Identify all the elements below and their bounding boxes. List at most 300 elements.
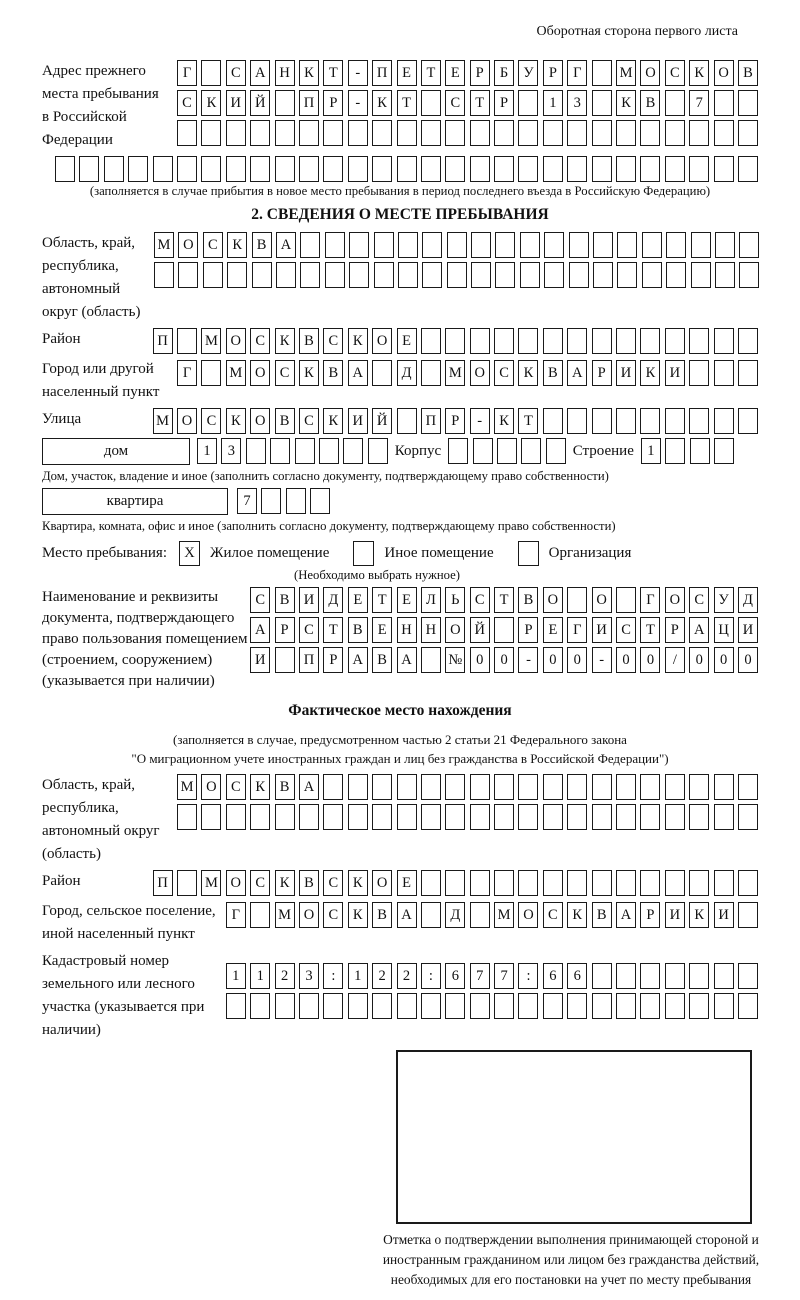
char-cell[interactable]	[445, 870, 465, 896]
char-cell[interactable]: И	[714, 902, 734, 928]
char-cell[interactable]	[689, 870, 709, 896]
char-cell[interactable]	[421, 774, 441, 800]
char-cell[interactable]: П	[299, 90, 319, 116]
char-cell[interactable]: -	[518, 647, 538, 673]
char-cell[interactable]: И	[665, 902, 685, 928]
char-cell[interactable]: И	[616, 360, 636, 386]
char-cell[interactable]: Ц	[714, 617, 734, 643]
char-cell[interactable]: К	[567, 902, 587, 928]
char-cell[interactable]	[689, 408, 709, 434]
char-cell[interactable]	[543, 156, 563, 182]
char-cell[interactable]	[397, 774, 417, 800]
char-cell[interactable]	[128, 156, 148, 182]
char-cell[interactable]: К	[348, 328, 368, 354]
char-cell[interactable]	[470, 804, 490, 830]
char-cell[interactable]: И	[226, 90, 246, 116]
char-cell[interactable]	[343, 438, 363, 464]
char-cell[interactable]	[447, 232, 467, 258]
char-cell[interactable]: С	[275, 360, 295, 386]
char-cell[interactable]: О	[665, 587, 685, 613]
char-cell[interactable]	[421, 902, 441, 928]
char-cell[interactable]: Г	[567, 60, 587, 86]
char-cell[interactable]	[421, 647, 441, 673]
char-cell[interactable]: 1	[641, 438, 661, 464]
char-cell[interactable]: Г	[177, 60, 197, 86]
char-cell[interactable]: Р	[640, 902, 660, 928]
char-cell[interactable]: 0	[689, 647, 709, 673]
char-cell[interactable]: В	[518, 587, 538, 613]
char-cell[interactable]: К	[348, 870, 368, 896]
char-cell[interactable]: Е	[348, 587, 368, 613]
char-cell[interactable]	[372, 804, 392, 830]
char-cell[interactable]	[738, 870, 758, 896]
char-cell[interactable]: У	[714, 587, 734, 613]
char-cell[interactable]: Р	[445, 408, 465, 434]
char-cell[interactable]: Н	[397, 617, 417, 643]
char-cell[interactable]	[617, 262, 637, 288]
char-cell[interactable]	[592, 408, 612, 434]
char-cell[interactable]: А	[299, 774, 319, 800]
char-cell[interactable]: А	[397, 902, 417, 928]
char-cell[interactable]	[689, 360, 709, 386]
char-cell[interactable]: С	[494, 360, 514, 386]
char-cell[interactable]	[665, 438, 685, 464]
char-cell[interactable]: П	[299, 647, 319, 673]
char-cell[interactable]: М	[154, 232, 174, 258]
char-cell[interactable]: Д	[445, 902, 465, 928]
char-cell[interactable]: №	[445, 647, 465, 673]
char-cell[interactable]: Д	[397, 360, 417, 386]
char-cell[interactable]	[544, 262, 564, 288]
char-cell[interactable]: К	[689, 60, 709, 86]
char-cell[interactable]	[177, 328, 197, 354]
char-cell[interactable]	[261, 488, 281, 514]
char-cell[interactable]	[348, 804, 368, 830]
char-cell[interactable]: К	[227, 232, 247, 258]
char-cell[interactable]: К	[299, 360, 319, 386]
char-cell[interactable]: :	[518, 963, 538, 989]
char-cell[interactable]	[397, 120, 417, 146]
char-cell[interactable]	[422, 262, 442, 288]
char-cell[interactable]: В	[372, 902, 392, 928]
char-cell[interactable]	[518, 328, 538, 354]
char-cell[interactable]: Р	[323, 647, 343, 673]
char-cell[interactable]	[372, 993, 392, 1019]
char-cell[interactable]: Т	[421, 60, 441, 86]
char-cell[interactable]	[471, 262, 491, 288]
char-cell[interactable]	[250, 993, 270, 1019]
char-cell[interactable]	[177, 870, 197, 896]
char-cell[interactable]	[689, 156, 709, 182]
char-cell[interactable]	[226, 156, 246, 182]
char-cell[interactable]	[201, 120, 221, 146]
char-cell[interactable]: М	[201, 328, 221, 354]
char-cell[interactable]	[323, 993, 343, 1019]
char-cell[interactable]	[616, 408, 636, 434]
char-cell[interactable]	[567, 156, 587, 182]
char-cell[interactable]: В	[275, 774, 295, 800]
char-cell[interactable]: Е	[397, 587, 417, 613]
char-cell[interactable]: 3	[221, 438, 241, 464]
char-cell[interactable]	[640, 963, 660, 989]
char-cell[interactable]: М	[616, 60, 636, 86]
checkbox-organizatsiya[interactable]	[518, 541, 539, 566]
char-cell[interactable]: О	[714, 60, 734, 86]
char-cell[interactable]	[397, 156, 417, 182]
char-cell[interactable]: 0	[738, 647, 758, 673]
char-cell[interactable]	[325, 262, 345, 288]
char-cell[interactable]	[593, 262, 613, 288]
char-cell[interactable]	[518, 993, 538, 1019]
char-cell[interactable]	[323, 156, 343, 182]
char-cell[interactable]: 1	[226, 963, 246, 989]
char-cell[interactable]	[714, 156, 734, 182]
char-cell[interactable]: К	[201, 90, 221, 116]
char-cell[interactable]: 7	[470, 963, 490, 989]
char-cell[interactable]	[372, 156, 392, 182]
char-cell[interactable]	[348, 993, 368, 1019]
char-cell[interactable]	[592, 804, 612, 830]
char-cell[interactable]: /	[665, 647, 685, 673]
char-cell[interactable]	[473, 438, 493, 464]
char-cell[interactable]: В	[372, 647, 392, 673]
char-cell[interactable]	[738, 156, 758, 182]
char-cell[interactable]: К	[640, 360, 660, 386]
char-cell[interactable]: 0	[543, 647, 563, 673]
char-cell[interactable]: М	[226, 360, 246, 386]
char-cell[interactable]	[616, 120, 636, 146]
char-cell[interactable]	[299, 993, 319, 1019]
char-cell[interactable]: О	[518, 902, 538, 928]
char-cell[interactable]	[592, 60, 612, 86]
char-cell[interactable]	[445, 156, 465, 182]
char-cell[interactable]	[470, 774, 490, 800]
char-cell[interactable]	[445, 120, 465, 146]
char-cell[interactable]	[252, 262, 272, 288]
char-cell[interactable]	[617, 232, 637, 258]
char-cell[interactable]	[640, 156, 660, 182]
char-cell[interactable]: К	[275, 328, 295, 354]
char-cell[interactable]	[714, 90, 734, 116]
char-cell[interactable]	[325, 232, 345, 258]
char-cell[interactable]	[689, 774, 709, 800]
char-cell[interactable]: К	[518, 360, 538, 386]
char-cell[interactable]	[640, 328, 660, 354]
char-cell[interactable]: М	[153, 408, 173, 434]
char-cell[interactable]	[567, 120, 587, 146]
char-cell[interactable]	[593, 232, 613, 258]
char-cell[interactable]: П	[372, 60, 392, 86]
char-cell[interactable]	[398, 262, 418, 288]
char-cell[interactable]: И	[738, 617, 758, 643]
char-cell[interactable]	[567, 328, 587, 354]
char-cell[interactable]: О	[178, 232, 198, 258]
char-cell[interactable]	[616, 328, 636, 354]
char-cell[interactable]	[642, 262, 662, 288]
char-cell[interactable]: Т	[397, 90, 417, 116]
char-cell[interactable]: А	[567, 360, 587, 386]
char-cell[interactable]	[470, 120, 490, 146]
char-cell[interactable]: Е	[372, 617, 392, 643]
char-cell[interactable]	[494, 328, 514, 354]
char-cell[interactable]	[495, 262, 515, 288]
char-cell[interactable]: М	[275, 902, 295, 928]
char-cell[interactable]	[567, 587, 587, 613]
char-cell[interactable]: 0	[567, 647, 587, 673]
char-cell[interactable]	[374, 262, 394, 288]
char-cell[interactable]	[642, 232, 662, 258]
char-cell[interactable]: Р	[470, 60, 490, 86]
kvartira-box[interactable]: квартира	[42, 488, 228, 515]
char-cell[interactable]: Е	[397, 870, 417, 896]
char-cell[interactable]	[421, 870, 441, 896]
char-cell[interactable]	[421, 804, 441, 830]
char-cell[interactable]: 1	[348, 963, 368, 989]
char-cell[interactable]: 0	[714, 647, 734, 673]
char-cell[interactable]	[421, 360, 441, 386]
char-cell[interactable]: С	[250, 870, 270, 896]
char-cell[interactable]: В	[275, 587, 295, 613]
char-cell[interactable]: С	[323, 902, 343, 928]
char-cell[interactable]: А	[250, 60, 270, 86]
char-cell[interactable]: Г	[226, 902, 246, 928]
char-cell[interactable]: К	[616, 90, 636, 116]
char-cell[interactable]: Г	[567, 617, 587, 643]
char-cell[interactable]: В	[640, 90, 660, 116]
char-cell[interactable]	[592, 120, 612, 146]
char-cell[interactable]: Е	[397, 60, 417, 86]
char-cell[interactable]: 7	[237, 488, 257, 514]
char-cell[interactable]	[616, 963, 636, 989]
char-cell[interactable]	[543, 120, 563, 146]
char-cell[interactable]: С	[299, 617, 319, 643]
char-cell[interactable]: Р	[665, 617, 685, 643]
char-cell[interactable]	[275, 90, 295, 116]
char-cell[interactable]	[738, 90, 758, 116]
char-cell[interactable]	[521, 438, 541, 464]
char-cell[interactable]: 3	[567, 90, 587, 116]
char-cell[interactable]	[616, 156, 636, 182]
char-cell[interactable]	[738, 804, 758, 830]
char-cell[interactable]: О	[299, 902, 319, 928]
char-cell[interactable]	[714, 328, 734, 354]
char-cell[interactable]	[494, 804, 514, 830]
char-cell[interactable]	[323, 804, 343, 830]
char-cell[interactable]	[421, 90, 441, 116]
char-cell[interactable]: Р	[592, 360, 612, 386]
char-cell[interactable]: И	[592, 617, 612, 643]
char-cell[interactable]: 6	[543, 963, 563, 989]
char-cell[interactable]	[448, 438, 468, 464]
char-cell[interactable]	[738, 963, 758, 989]
char-cell[interactable]	[665, 963, 685, 989]
char-cell[interactable]: 2	[372, 963, 392, 989]
char-cell[interactable]	[738, 993, 758, 1019]
char-cell[interactable]: О	[250, 408, 270, 434]
char-cell[interactable]: С	[299, 408, 319, 434]
char-cell[interactable]: Т	[494, 587, 514, 613]
char-cell[interactable]: И	[665, 360, 685, 386]
char-cell[interactable]: К	[250, 774, 270, 800]
char-cell[interactable]	[471, 232, 491, 258]
char-cell[interactable]	[55, 156, 75, 182]
char-cell[interactable]	[543, 408, 563, 434]
char-cell[interactable]: Е	[543, 617, 563, 643]
char-cell[interactable]	[226, 993, 246, 1019]
char-cell[interactable]: 0	[616, 647, 636, 673]
char-cell[interactable]	[543, 870, 563, 896]
char-cell[interactable]	[520, 232, 540, 258]
char-cell[interactable]	[689, 328, 709, 354]
char-cell[interactable]	[666, 262, 686, 288]
char-cell[interactable]	[286, 488, 306, 514]
char-cell[interactable]: 0	[494, 647, 514, 673]
char-cell[interactable]	[640, 993, 660, 1019]
char-cell[interactable]: К	[299, 60, 319, 86]
char-cell[interactable]: П	[153, 328, 173, 354]
char-cell[interactable]: К	[348, 902, 368, 928]
char-cell[interactable]: В	[275, 408, 295, 434]
char-cell[interactable]: К	[226, 408, 246, 434]
char-cell[interactable]	[372, 360, 392, 386]
char-cell[interactable]: Б	[494, 60, 514, 86]
char-cell[interactable]	[689, 993, 709, 1019]
char-cell[interactable]	[494, 120, 514, 146]
char-cell[interactable]	[250, 902, 270, 928]
char-cell[interactable]	[569, 262, 589, 288]
char-cell[interactable]	[470, 870, 490, 896]
char-cell[interactable]: О	[470, 360, 490, 386]
char-cell[interactable]	[470, 993, 490, 1019]
char-cell[interactable]	[592, 90, 612, 116]
char-cell[interactable]	[691, 232, 711, 258]
char-cell[interactable]	[445, 993, 465, 1019]
char-cell[interactable]	[177, 804, 197, 830]
char-cell[interactable]	[348, 156, 368, 182]
char-cell[interactable]: 3	[299, 963, 319, 989]
char-cell[interactable]	[714, 870, 734, 896]
char-cell[interactable]: Т	[518, 408, 538, 434]
char-cell[interactable]	[616, 804, 636, 830]
char-cell[interactable]: С	[201, 408, 221, 434]
char-cell[interactable]	[372, 120, 392, 146]
char-cell[interactable]	[275, 993, 295, 1019]
char-cell[interactable]: 7	[689, 90, 709, 116]
char-cell[interactable]: С	[470, 587, 490, 613]
char-cell[interactable]	[447, 262, 467, 288]
char-cell[interactable]: 0	[640, 647, 660, 673]
char-cell[interactable]: М	[445, 360, 465, 386]
char-cell[interactable]	[246, 438, 266, 464]
char-cell[interactable]: :	[323, 963, 343, 989]
char-cell[interactable]: С	[616, 617, 636, 643]
char-cell[interactable]: Й	[470, 617, 490, 643]
char-cell[interactable]	[592, 870, 612, 896]
char-cell[interactable]	[518, 870, 538, 896]
char-cell[interactable]: Т	[470, 90, 490, 116]
char-cell[interactable]: Р	[494, 90, 514, 116]
char-cell[interactable]	[470, 902, 490, 928]
char-cell[interactable]: 6	[567, 963, 587, 989]
char-cell[interactable]	[494, 774, 514, 800]
char-cell[interactable]: О	[250, 360, 270, 386]
char-cell[interactable]	[349, 262, 369, 288]
char-cell[interactable]	[421, 328, 441, 354]
char-cell[interactable]: С	[226, 774, 246, 800]
char-cell[interactable]: Р	[518, 617, 538, 643]
char-cell[interactable]	[665, 408, 685, 434]
char-cell[interactable]	[738, 774, 758, 800]
checkbox-inoe[interactable]	[353, 541, 374, 566]
char-cell[interactable]	[567, 993, 587, 1019]
char-cell[interactable]: 6	[445, 963, 465, 989]
char-cell[interactable]: -	[470, 408, 490, 434]
char-cell[interactable]	[689, 963, 709, 989]
char-cell[interactable]: Н	[421, 617, 441, 643]
char-cell[interactable]: В	[299, 328, 319, 354]
char-cell[interactable]: И	[250, 647, 270, 673]
char-cell[interactable]: Р	[323, 90, 343, 116]
char-cell[interactable]	[544, 232, 564, 258]
char-cell[interactable]	[691, 262, 711, 288]
char-cell[interactable]	[250, 156, 270, 182]
char-cell[interactable]: Д	[738, 587, 758, 613]
char-cell[interactable]	[714, 963, 734, 989]
char-cell[interactable]	[79, 156, 99, 182]
char-cell[interactable]	[543, 774, 563, 800]
char-cell[interactable]: :	[421, 963, 441, 989]
char-cell[interactable]: О	[226, 328, 246, 354]
char-cell[interactable]	[494, 870, 514, 896]
char-cell[interactable]	[592, 963, 612, 989]
char-cell[interactable]: У	[518, 60, 538, 86]
char-cell[interactable]	[543, 804, 563, 830]
char-cell[interactable]: С	[250, 328, 270, 354]
char-cell[interactable]: Т	[372, 587, 392, 613]
char-cell[interactable]: Е	[397, 328, 417, 354]
char-cell[interactable]	[178, 262, 198, 288]
char-cell[interactable]	[226, 804, 246, 830]
char-cell[interactable]: О	[226, 870, 246, 896]
char-cell[interactable]	[275, 120, 295, 146]
char-cell[interactable]: К	[275, 870, 295, 896]
char-cell[interactable]: Ь	[445, 587, 465, 613]
char-cell[interactable]: К	[372, 90, 392, 116]
char-cell[interactable]	[398, 232, 418, 258]
char-cell[interactable]	[714, 804, 734, 830]
char-cell[interactable]	[569, 232, 589, 258]
char-cell[interactable]	[203, 262, 223, 288]
char-cell[interactable]: -	[348, 90, 368, 116]
char-cell[interactable]: А	[689, 617, 709, 643]
char-cell[interactable]	[397, 804, 417, 830]
char-cell[interactable]	[592, 774, 612, 800]
char-cell[interactable]	[348, 774, 368, 800]
char-cell[interactable]: С	[226, 60, 246, 86]
char-cell[interactable]	[495, 232, 515, 258]
char-cell[interactable]	[567, 774, 587, 800]
char-cell[interactable]	[592, 993, 612, 1019]
char-cell[interactable]: 2	[275, 963, 295, 989]
char-cell[interactable]: Л	[421, 587, 441, 613]
char-cell[interactable]: О	[372, 328, 392, 354]
char-cell[interactable]	[421, 156, 441, 182]
char-cell[interactable]	[372, 774, 392, 800]
char-cell[interactable]	[714, 774, 734, 800]
char-cell[interactable]	[714, 120, 734, 146]
char-cell[interactable]	[689, 120, 709, 146]
char-cell[interactable]: Н	[275, 60, 295, 86]
